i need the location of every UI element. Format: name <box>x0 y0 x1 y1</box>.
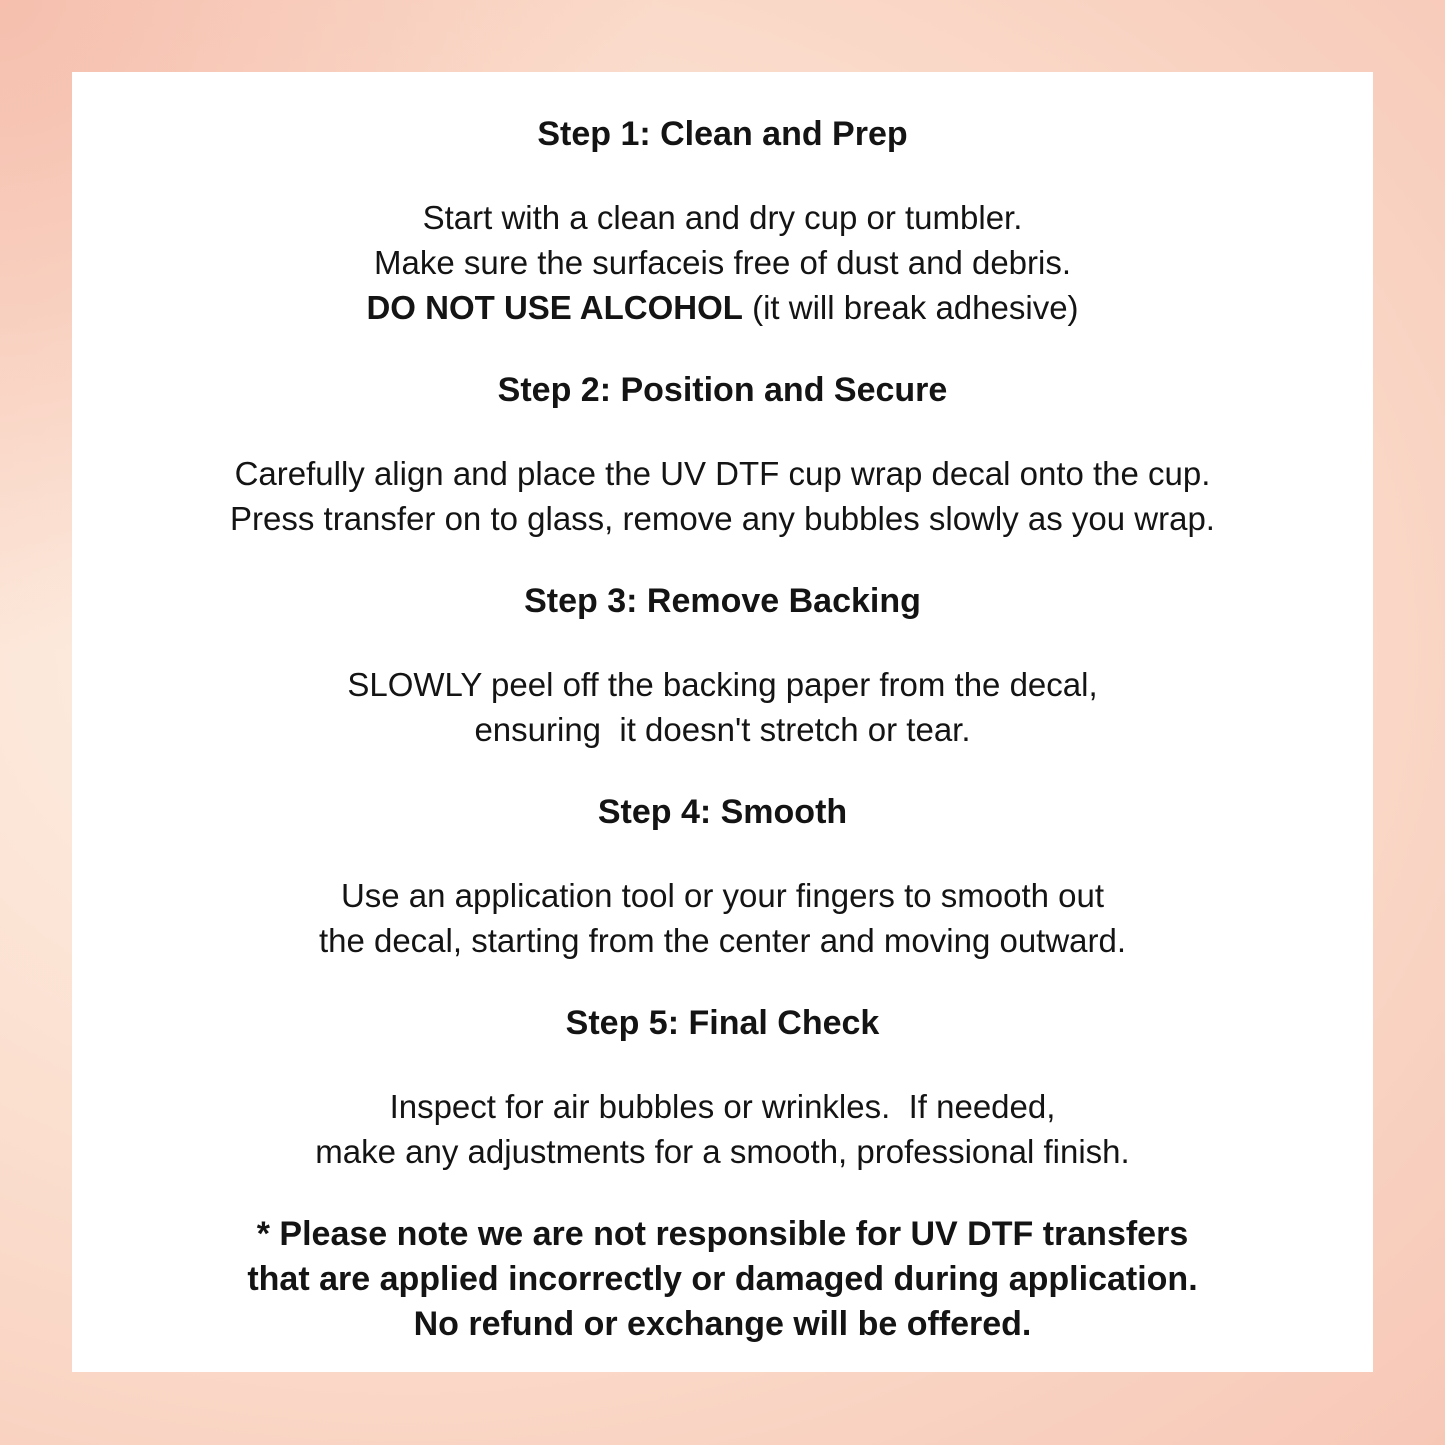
disclaimer-line: that are applied incorrectly or damaged during application. <box>247 1260 1198 1298</box>
step-2-body-line: Carefully align and place the UV DTF cup wrap decal onto the cup. <box>234 455 1211 492</box>
step-4-section <box>82 790 1363 963</box>
liability-disclaimer <box>82 1212 1363 1347</box>
step-2-section <box>82 368 1363 541</box>
step-1-body-line: Start with a clean and dry cup or tumbler. <box>422 199 1023 236</box>
step-3-heading: Step 3: Remove Backing <box>524 582 921 620</box>
step-1-section <box>82 112 1363 330</box>
step-3-body-line: SLOWLY peel off the backing paper from the decal, <box>347 666 1098 703</box>
alcohol-warning-rest-text: (it will break adhesive) <box>742 289 1079 326</box>
step-2-body-line: Press transfer on to glass, remove any bubbles slowly as you wrap. <box>230 500 1215 537</box>
step-1-heading: Step 1: Clean and Prep <box>537 115 908 153</box>
step-1-body-line-alcohol-warning <box>82 285 1363 330</box>
step-4-body-line: Use an application tool or your fingers to smooth out <box>340 877 1105 914</box>
step-5-section <box>82 1001 1363 1174</box>
alcohol-warning-bold-text: DO NOT USE ALCOHOL <box>366 289 743 326</box>
instruction-card <box>72 72 1373 1372</box>
step-5-heading: Step 5: Final Check <box>565 1004 880 1042</box>
disclaimer-line: * Please note we are not responsible for UV DTF transfers <box>256 1215 1189 1253</box>
step-4-heading: Step 4: Smooth <box>597 793 848 831</box>
step-2-heading: Step 2: Position and Secure <box>497 371 948 409</box>
step-3-section <box>82 579 1363 752</box>
step-4-body-line: the decal, starting from the center and moving outward. <box>318 922 1127 959</box>
step-3-body-line: ensuring it doesn't stretch or tear. <box>474 711 971 748</box>
step-5-body-line: Inspect for air bubbles or wrinkles. If needed, <box>389 1088 1056 1125</box>
step-1-body-line: Make sure the surfaceis free of dust and debris. <box>373 244 1072 281</box>
step-5-body-line: make any adjustments for a smooth, professional finish. <box>315 1133 1130 1170</box>
disclaimer-line: No refund or exchange will be offered. <box>413 1305 1032 1343</box>
